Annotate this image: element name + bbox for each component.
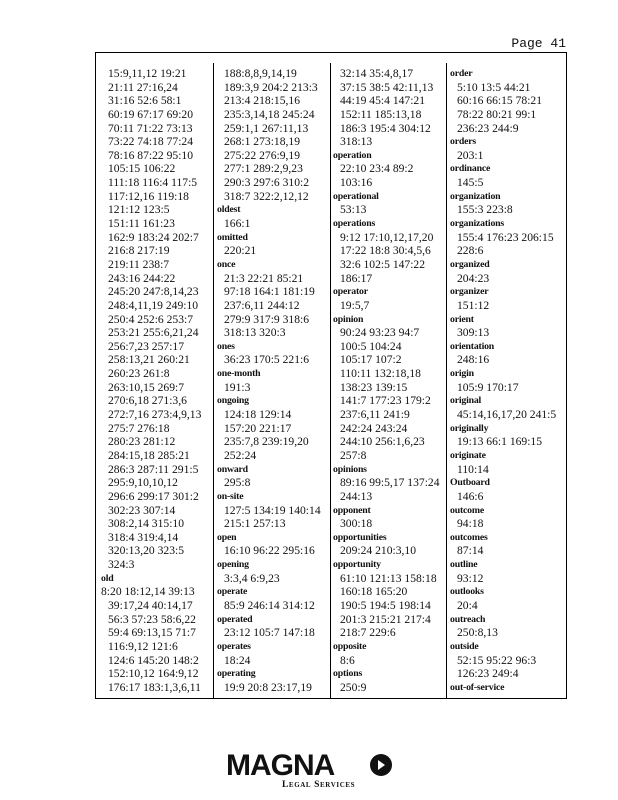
index-reference: 279:9 317:9 318:6 bbox=[224, 312, 310, 326]
index-reference: 70:11 71:22 73:13 bbox=[108, 121, 193, 135]
index-reference: 157:20 221:17 bbox=[224, 421, 292, 435]
index-reference: 228:6 bbox=[457, 244, 484, 258]
index-reference: 248:4,11,19 249:10 bbox=[108, 298, 199, 312]
index-reference: 44:19 45:4 147:21 bbox=[340, 94, 426, 108]
index-reference: 188:8,8,9,14,19 bbox=[224, 67, 297, 80]
index-reference: 36:23 170:5 221:6 bbox=[224, 353, 310, 367]
index-reference: 22:10 23:4 89:2 bbox=[340, 162, 414, 176]
index-reference: 302:23 307:14 bbox=[108, 503, 176, 517]
index-heading: outlooks bbox=[450, 586, 484, 598]
index-reference: 126:23 249:4 bbox=[457, 667, 519, 681]
index-heading: outline bbox=[450, 559, 478, 571]
index-heading: operated bbox=[217, 613, 253, 625]
index-heading: operational bbox=[333, 190, 379, 202]
index-reference: 286:3 287:11 291:5 bbox=[108, 462, 199, 476]
index-reference: 73:22 74:18 77:24 bbox=[108, 135, 194, 149]
index-reference: 256:7,23 257:17 bbox=[108, 339, 185, 353]
index-heading: out-of-service bbox=[450, 681, 505, 693]
index-reference: 8:20 18:12,14 39:13 bbox=[101, 585, 195, 599]
index-page-frame bbox=[95, 52, 567, 699]
index-reference: 248:16 bbox=[457, 353, 490, 367]
index-reference: 59:4 69:13,15 71:7 bbox=[108, 626, 196, 640]
index-reference: 45:14,16,17,20 241:5 bbox=[457, 408, 557, 422]
index-reference: 236:23 244:9 bbox=[457, 121, 519, 135]
index-reference: 290:3 297:6 310:2 bbox=[224, 176, 310, 190]
magna-logo bbox=[226, 749, 396, 793]
index-reference: 242:24 243:24 bbox=[340, 421, 408, 435]
index-reference: 218:7 229:6 bbox=[340, 626, 396, 640]
index-reference: 296:6 299:17 301:2 bbox=[108, 489, 199, 503]
index-reference: 300:18 bbox=[340, 517, 373, 531]
index-heading: orientation bbox=[450, 340, 495, 352]
index-heading: operation bbox=[333, 149, 372, 161]
index-heading: opening bbox=[217, 559, 249, 571]
index-reference: 78:22 80:21 99:1 bbox=[457, 107, 537, 121]
index-reference: 145:5 bbox=[457, 176, 484, 190]
index-heading: opposite bbox=[333, 640, 367, 652]
index-reference: 257:8 bbox=[340, 448, 367, 462]
index-reference: 105:17 107:2 bbox=[340, 353, 402, 367]
index-reference: 105:15 106:22 bbox=[108, 162, 176, 176]
index-reference: 116:9,12 121:6 bbox=[108, 639, 178, 653]
index-reference: 146:6 bbox=[457, 489, 484, 503]
index-reference: 215:1 257:13 bbox=[224, 517, 286, 531]
index-heading: ongoing bbox=[217, 395, 249, 407]
index-reference: 162:9 183:24 202:7 bbox=[108, 230, 199, 244]
index-reference: 275:22 276:9,19 bbox=[224, 148, 301, 162]
index-heading: opportunity bbox=[333, 559, 381, 571]
index-reference: 237:6,11 241:9 bbox=[340, 408, 410, 422]
index-reference: 37:15 38:5 42:11,13 bbox=[340, 80, 434, 94]
index-heading: organizer bbox=[450, 286, 489, 298]
index-column-1 bbox=[101, 67, 201, 698]
index-reference: 220:21 bbox=[224, 244, 257, 258]
index-reference: 186:17 bbox=[340, 271, 373, 285]
index-reference: 90:24 93:23 94:7 bbox=[340, 326, 420, 340]
index-heading: origin bbox=[450, 368, 474, 380]
index-heading: opinions bbox=[333, 463, 367, 475]
index-reference: 151:11 161:23 bbox=[108, 217, 175, 231]
index-reference: 97:18 164:1 181:19 bbox=[224, 285, 315, 299]
index-reference: 250:8,13 bbox=[457, 626, 498, 640]
index-reference: 32:14 35:4,8,17 bbox=[340, 67, 414, 80]
index-reference: 318:4 319:4,14 bbox=[108, 530, 179, 544]
index-reference: 5:10 13:5 44:21 bbox=[457, 80, 531, 94]
index-reference: 21:11 27:16,24 bbox=[108, 80, 178, 94]
index-heading: orient bbox=[450, 313, 474, 325]
index-reference: 260:23 261:8 bbox=[108, 367, 170, 381]
index-reference: 191:3 bbox=[224, 380, 251, 394]
index-heading: operator bbox=[333, 286, 368, 298]
index-reference: 263:10,15 269:7 bbox=[108, 380, 185, 394]
index-reference: 176:17 183:1,3,6,11 bbox=[108, 680, 201, 694]
index-reference: 56:3 57:23 58:6,22 bbox=[108, 612, 196, 626]
index-reference: 258:13,21 260:21 bbox=[108, 353, 190, 367]
index-reference: 270:6,18 271:3,6 bbox=[108, 394, 187, 408]
index-heading: operate bbox=[217, 586, 248, 598]
index-reference: 295:9,10,10,12 bbox=[108, 476, 178, 490]
index-reference: 160:18 165:20 bbox=[340, 585, 408, 599]
index-reference: 3:3,4 6:9,23 bbox=[224, 571, 280, 585]
index-heading: Outboard bbox=[450, 477, 490, 489]
index-heading: ordinance bbox=[450, 163, 491, 175]
index-reference: 15:9,11,12 19:21 bbox=[108, 67, 187, 80]
index-reference: 295:8 bbox=[224, 476, 251, 490]
index-heading: on-site bbox=[217, 490, 244, 502]
index-reference: 186:3 195:4 304:12 bbox=[340, 121, 431, 135]
index-reference: 204:23 bbox=[457, 271, 490, 285]
column-divider bbox=[213, 63, 214, 698]
index-reference: 203:1 bbox=[457, 148, 484, 162]
index-column-2 bbox=[217, 67, 321, 698]
index-heading: organization bbox=[450, 190, 501, 202]
index-reference: 138:23 139:15 bbox=[340, 380, 408, 394]
index-reference: 252:24 bbox=[224, 448, 257, 462]
index-heading: opponent bbox=[333, 504, 371, 516]
index-reference: 89:16 99:5,17 137:24 bbox=[340, 476, 440, 490]
index-reference: 250:4 252:6 253:7 bbox=[108, 312, 194, 326]
index-reference: 244:13 bbox=[340, 489, 373, 503]
index-reference: 250:9 bbox=[340, 680, 367, 694]
index-reference: 23:12 105:7 147:18 bbox=[224, 626, 315, 640]
index-reference: 259:1,1 267:11,13 bbox=[224, 121, 309, 135]
index-reference: 19:9 20:8 23:17,19 bbox=[224, 680, 312, 694]
index-reference: 32:6 102:5 147:22 bbox=[340, 257, 426, 271]
index-reference: 100:5 104:24 bbox=[340, 339, 402, 353]
column-divider bbox=[446, 63, 447, 698]
index-heading: outcome bbox=[450, 504, 484, 516]
index-heading: originate bbox=[450, 449, 486, 461]
index-heading: once bbox=[217, 258, 236, 270]
index-reference: 268:1 273:18,19 bbox=[224, 135, 301, 149]
index-reference: 117:12,16 119:18 bbox=[108, 189, 189, 203]
index-reference: 237:6,11 244:12 bbox=[224, 298, 300, 312]
index-reference: 21:3 22:21 85:21 bbox=[224, 271, 304, 285]
index-reference: 124:18 129:14 bbox=[224, 408, 292, 422]
index-reference: 53:13 bbox=[340, 203, 367, 217]
index-reference: 105:9 170:17 bbox=[457, 380, 519, 394]
index-reference: 94:18 bbox=[457, 517, 484, 531]
index-reference: 219:11 238:7 bbox=[108, 257, 170, 271]
index-reference: 152:10,12 164:9,12 bbox=[108, 667, 199, 681]
index-reference: 16:10 96:22 295:16 bbox=[224, 544, 315, 558]
index-reference: 85:9 246:14 314:12 bbox=[224, 598, 315, 612]
index-reference: 155:4 176:23 206:15 bbox=[457, 230, 554, 244]
index-heading: onward bbox=[217, 463, 248, 475]
arrow-circle-icon bbox=[370, 754, 392, 776]
index-column-4 bbox=[450, 67, 556, 698]
index-heading: one-month bbox=[217, 368, 261, 380]
index-heading: omitted bbox=[217, 231, 248, 243]
index-reference: 60:19 67:17 69:20 bbox=[108, 107, 194, 121]
index-heading: outside bbox=[450, 640, 479, 652]
index-reference: 209:24 210:3,10 bbox=[340, 544, 417, 558]
index-reference: 152:11 185:13,18 bbox=[340, 107, 422, 121]
index-column-3 bbox=[333, 67, 440, 698]
index-reference: 275:7 276:18 bbox=[108, 421, 170, 435]
index-heading: open bbox=[217, 531, 237, 543]
index-reference: 60:16 66:15 78:21 bbox=[457, 94, 543, 108]
index-reference: 111:18 116:4 117:5 bbox=[108, 176, 198, 190]
index-reference: 318:13 bbox=[340, 135, 373, 149]
index-reference: 103:16 bbox=[340, 176, 373, 190]
index-heading: operating bbox=[217, 668, 256, 680]
index-reference: 166:1 bbox=[224, 217, 251, 231]
index-reference: 277:1 289:2,9,23 bbox=[224, 162, 303, 176]
index-reference: 127:5 134:19 140:14 bbox=[224, 503, 321, 517]
index-reference: 9:12 17:10,12,17,20 bbox=[340, 230, 434, 244]
index-reference: 244:10 256:1,6,23 bbox=[340, 435, 425, 449]
index-heading: order bbox=[450, 68, 473, 79]
index-reference: 318:13 320:3 bbox=[224, 326, 286, 340]
index-heading: oldest bbox=[217, 204, 241, 216]
index-reference: 78:16 87:22 95:10 bbox=[108, 148, 194, 162]
index-reference: 235:3,14,18 245:24 bbox=[224, 107, 315, 121]
index-reference: 216:8 217:19 bbox=[108, 244, 170, 258]
index-reference: 243:16 244:22 bbox=[108, 271, 176, 285]
index-reference: 93:12 bbox=[457, 571, 484, 585]
index-reference: 201:3 215:21 217:4 bbox=[340, 612, 431, 626]
index-reference: 320:13,20 323:5 bbox=[108, 544, 185, 558]
index-heading: opinion bbox=[333, 313, 364, 325]
index-reference: 245:20 247:8,14,23 bbox=[108, 285, 199, 299]
index-reference: 17:22 18:8 30:4,5,6 bbox=[340, 244, 431, 258]
index-heading: options bbox=[333, 668, 363, 680]
index-reference: 20:4 bbox=[457, 598, 478, 612]
index-reference: 190:5 194:5 198:14 bbox=[340, 598, 431, 612]
index-reference: 309:13 bbox=[457, 326, 490, 340]
index-reference: 141:7 177:23 179:2 bbox=[340, 394, 431, 408]
index-reference: 280:23 281:12 bbox=[108, 435, 176, 449]
index-heading: opportunities bbox=[333, 531, 387, 543]
index-reference: 39:17,24 40:14,17 bbox=[108, 598, 193, 612]
index-reference: 284:15,18 285:21 bbox=[108, 448, 190, 462]
index-reference: 110:11 132:18,18 bbox=[340, 367, 421, 381]
index-heading: old bbox=[101, 572, 114, 584]
logo-wordmark: MAGNA bbox=[226, 749, 335, 782]
index-heading: orders bbox=[450, 136, 477, 148]
index-heading: organized bbox=[450, 258, 490, 270]
index-reference: 121:12 123:5 bbox=[108, 203, 170, 217]
index-heading: original bbox=[450, 395, 482, 407]
index-reference: 87:14 bbox=[457, 544, 484, 558]
index-reference: 213:4 218:15,16 bbox=[224, 94, 301, 108]
logo-subtitle: Legal Services bbox=[282, 780, 356, 790]
index-reference: 272:7,16 273:4,9,13 bbox=[108, 408, 202, 422]
index-reference: 324:3 bbox=[108, 558, 135, 572]
index-reference: 19:13 66:1 169:15 bbox=[457, 435, 543, 449]
index-heading: ones bbox=[217, 340, 235, 352]
index-reference: 18:24 bbox=[224, 653, 251, 667]
index-heading: outcomes bbox=[450, 531, 488, 543]
index-reference: 110:14 bbox=[457, 462, 489, 476]
index-reference: 189:3,9 204:2 213:3 bbox=[224, 80, 318, 94]
index-heading: organizations bbox=[450, 218, 505, 230]
index-heading: originally bbox=[450, 422, 489, 434]
column-divider bbox=[330, 63, 331, 698]
index-reference: 19:5,7 bbox=[340, 298, 370, 312]
index-heading: operations bbox=[333, 218, 376, 230]
index-reference: 61:10 121:13 158:18 bbox=[340, 571, 437, 585]
page-number: Page 41 bbox=[511, 36, 566, 51]
index-heading: operates bbox=[217, 640, 251, 652]
index-heading: outreach bbox=[450, 613, 486, 625]
index-reference: 155:3 223:8 bbox=[457, 203, 513, 217]
index-reference: 235:7,8 239:19,20 bbox=[224, 435, 309, 449]
index-reference: 52:15 95:22 96:3 bbox=[457, 653, 537, 667]
index-reference: 8:6 bbox=[340, 653, 355, 667]
index-reference: 318:7 322:2,12,12 bbox=[224, 189, 309, 203]
index-reference: 31:16 52:6 58:1 bbox=[108, 94, 182, 108]
index-reference: 151:12 bbox=[457, 298, 490, 312]
index-reference: 253:21 255:6,21,24 bbox=[108, 326, 199, 340]
index-reference: 124:6 145:20 148:2 bbox=[108, 653, 199, 667]
index-reference: 308:2,14 315:10 bbox=[108, 517, 185, 531]
